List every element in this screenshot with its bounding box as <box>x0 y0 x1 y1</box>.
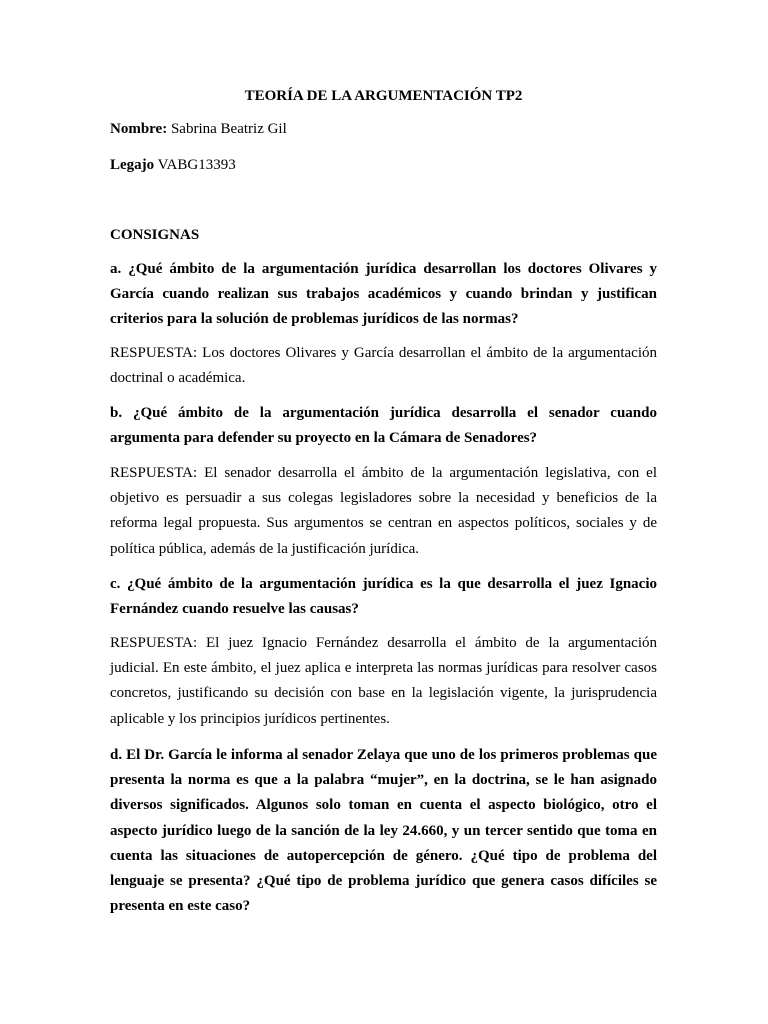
name-label: Nombre: <box>110 121 168 137</box>
document-title: TEORÍA DE LA ARGUMENTACIÓN TP2 <box>244 88 523 104</box>
answer-b: RESPUESTA: El senador desarrolla el ámbito de la argumentación legislativa, con el objetivo es persuadir a sus colegas legisladores sobre la necesidad y beneficios de la reforma legal propuesta. Sus argumentos se centran en aspectos políticos, sociales y de política pública, además de la justificación jurídica. <box>110 465 657 557</box>
legajo-label: Legajo <box>110 157 155 173</box>
legajo-field <box>110 155 236 175</box>
question-d: d. El Dr. García le informa al senador Zelaya que uno de los primeros problemas que presenta la norma es que a la palabra “mujer”, en la doctrina, se le han asignado diversos significados. Algunos solo toman en cuenta el aspecto biológico, otro el aspecto jurídico luego de la sanción de la ley 24.660, y un tercer sentido que toma en cuenta las situaciones de autopercepción de género. ¿Qué tipo de problema del lenguaje se presenta? ¿Qué tipo de problema jurídico que genera casos difíciles se presenta en este caso? <box>110 747 657 915</box>
section-heading: CONSIGNAS <box>110 227 200 243</box>
name-value: Sabrina Beatriz Gil <box>170 121 287 137</box>
question-c: c. ¿Qué ámbito de la argumentación jurídica es la que desarrolla el juez Ignacio Fernández cuando resuelve las causas? <box>110 576 657 618</box>
name-field <box>110 119 287 139</box>
answer-c: RESPUESTA: El juez Ignacio Fernández desarrolla el ámbito de la argumentación judicial. En este ámbito, el juez aplica e interpreta las normas jurídicas para resolver casos concretos, justificando su decisión con base en la legislación vigente, la jurisprudencia aplicable y los principios jurídicos pertinentes. <box>110 635 657 727</box>
legajo-value: VABG13393 <box>157 157 236 173</box>
answer-a: RESPUESTA: Los doctores Olivares y García desarrollan el ámbito de la argumentación doctrinal o académica. <box>110 345 657 387</box>
question-a: a. ¿Qué ámbito de la argumentación jurídica desarrollan los doctores Olivares y García cuando realizan sus trabajos académicos y cuando brindan y justifican criterios para la solución de problemas jurídicos de las normas? <box>110 261 657 328</box>
question-b: b. ¿Qué ámbito de la argumentación jurídica desarrolla el senador cuando argumenta para defender su proyecto en la Cámara de Senadores? <box>110 405 657 447</box>
